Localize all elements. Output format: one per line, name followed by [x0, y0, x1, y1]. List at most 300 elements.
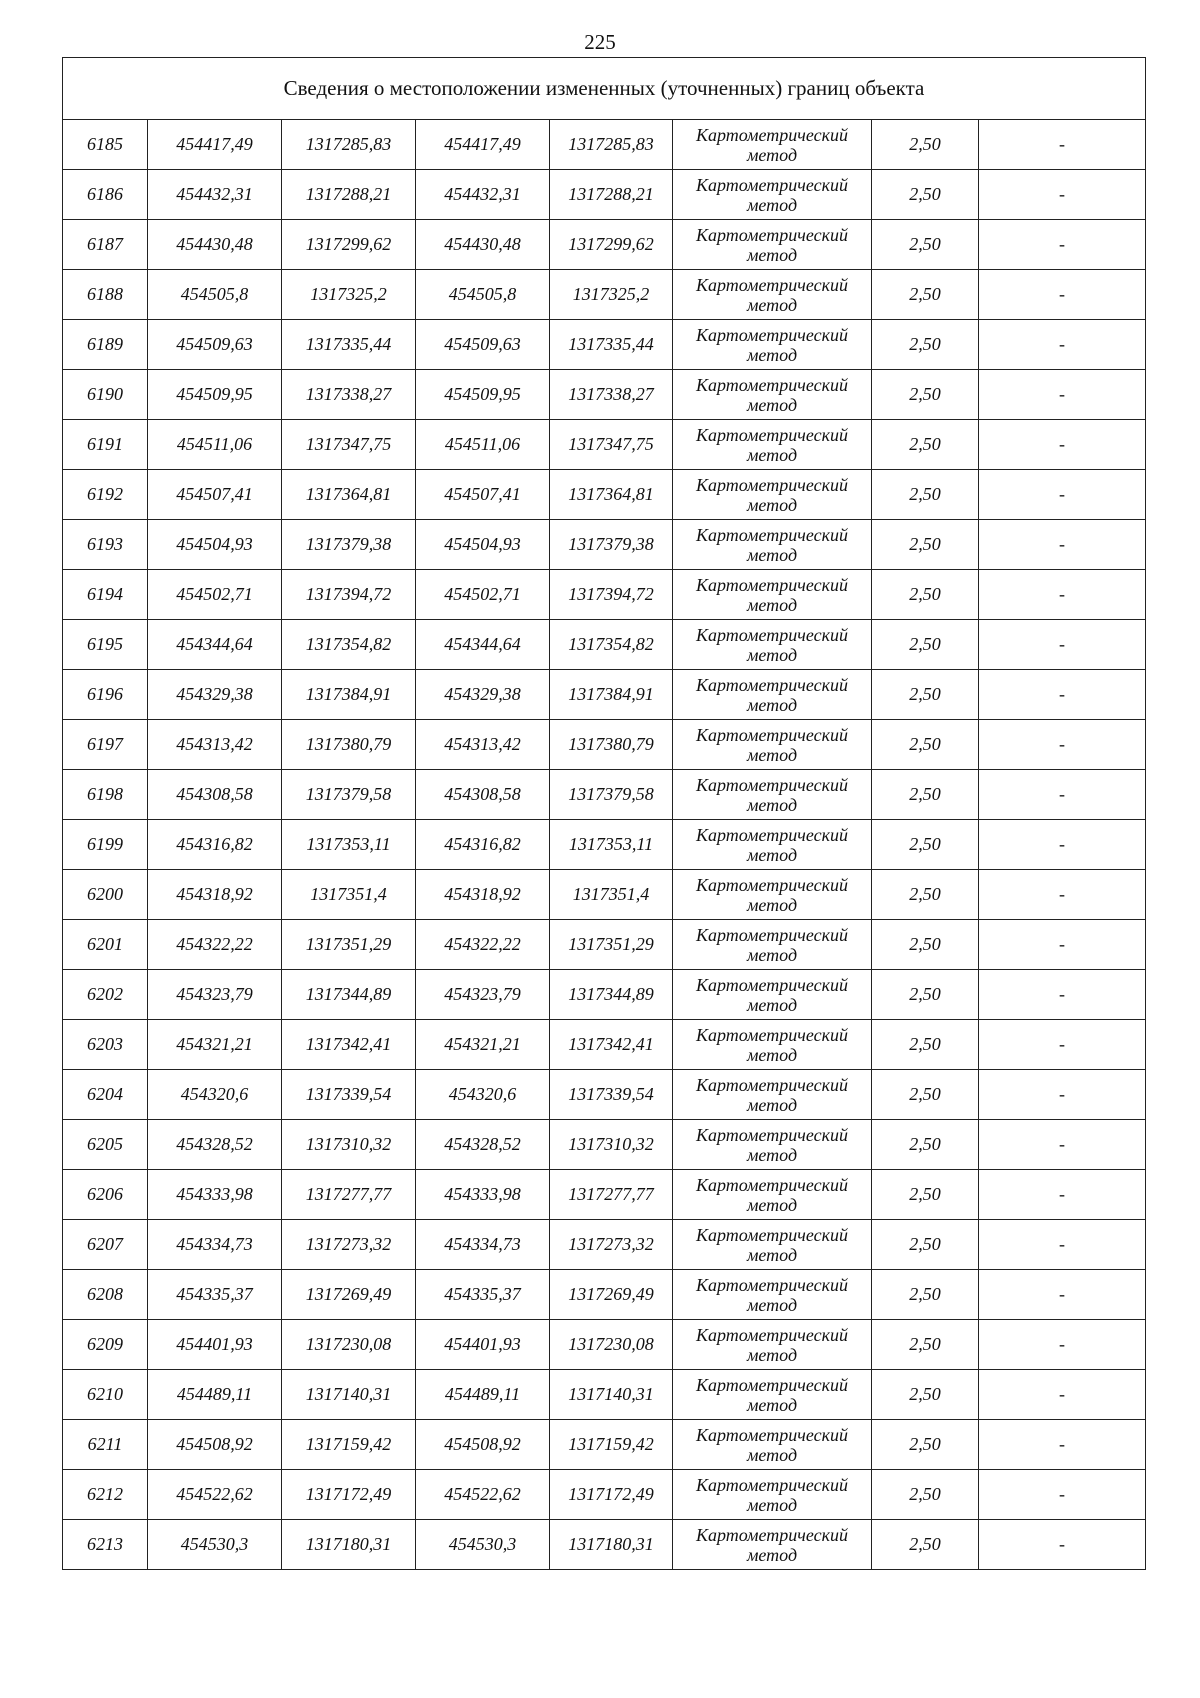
- method-line-1: Картометрический: [695, 774, 848, 795]
- method-cell: [673, 1370, 872, 1420]
- note-cell: -: [979, 470, 1146, 520]
- existing-x-cell: 454417,49: [148, 120, 282, 170]
- method-cell: [673, 320, 872, 370]
- table-row: [63, 1170, 1146, 1220]
- point-number-cell: 6212: [63, 1470, 148, 1520]
- existing-x-cell: 454334,73: [148, 1220, 282, 1270]
- method-line-2: метод: [746, 394, 798, 415]
- existing-x-cell: 454507,41: [148, 470, 282, 520]
- table-row: [63, 420, 1146, 470]
- existing-x-cell: 454322,22: [148, 920, 282, 970]
- method-line-1: Картометрический: [695, 324, 848, 345]
- existing-y-cell: 1317354,82: [282, 620, 416, 670]
- method-line-2: метод: [746, 444, 798, 465]
- existing-y-cell: 1317351,29: [282, 920, 416, 970]
- precision-cell: 2,50: [872, 320, 979, 370]
- refined-y-cell: 1317285,83: [550, 120, 673, 170]
- point-number-cell: 6190: [63, 370, 148, 420]
- precision-cell: 2,50: [872, 1070, 979, 1120]
- note-cell: -: [979, 970, 1146, 1020]
- refined-y-cell: 1317180,31: [550, 1520, 673, 1570]
- table-row: [63, 1070, 1146, 1120]
- method-line-2: метод: [746, 1144, 798, 1165]
- method-line-1: Картометрический: [695, 1074, 848, 1095]
- precision-cell: 2,50: [872, 1220, 979, 1270]
- existing-y-cell: 1317140,31: [282, 1370, 416, 1420]
- refined-x-cell: 454522,62: [416, 1470, 550, 1520]
- method-line-1: Картометрический: [695, 474, 848, 495]
- method-cell: [673, 1320, 872, 1370]
- existing-x-cell: 454329,38: [148, 670, 282, 720]
- refined-x-cell: 454322,22: [416, 920, 550, 970]
- point-number-cell: 6205: [63, 1120, 148, 1170]
- refined-y-cell: 1317299,62: [550, 220, 673, 270]
- note-cell: -: [979, 1520, 1146, 1570]
- method-line-1: Картометрический: [695, 674, 848, 695]
- table-row: [63, 1520, 1146, 1570]
- refined-x-cell: 454328,52: [416, 1120, 550, 1170]
- point-number-cell: 6199: [63, 820, 148, 870]
- method-line-2: метод: [746, 144, 798, 165]
- existing-y-cell: 1317172,49: [282, 1470, 416, 1520]
- refined-y-cell: 1317379,58: [550, 770, 673, 820]
- refined-x-cell: 454530,3: [416, 1520, 550, 1570]
- existing-y-cell: 1317394,72: [282, 570, 416, 620]
- precision-cell: 2,50: [872, 720, 979, 770]
- existing-x-cell: 454504,93: [148, 520, 282, 570]
- precision-cell: 2,50: [872, 1020, 979, 1070]
- refined-x-cell: 454432,31: [416, 170, 550, 220]
- table-row: [63, 370, 1146, 420]
- method-cell: [673, 1270, 872, 1320]
- method-line-1: Картометрический: [695, 1124, 848, 1145]
- refined-y-cell: 1317269,49: [550, 1270, 673, 1320]
- method-cell: [673, 1220, 872, 1270]
- coordinates-table: [62, 57, 1146, 1570]
- note-cell: -: [979, 220, 1146, 270]
- note-cell: -: [979, 270, 1146, 320]
- refined-y-cell: 1317379,38: [550, 520, 673, 570]
- method-cell: [673, 770, 872, 820]
- existing-x-cell: 454335,37: [148, 1270, 282, 1320]
- method-cell: [673, 1420, 872, 1470]
- existing-y-cell: 1317269,49: [282, 1270, 416, 1320]
- refined-x-cell: 454505,8: [416, 270, 550, 320]
- refined-y-cell: 1317172,49: [550, 1470, 673, 1520]
- refined-x-cell: 454508,92: [416, 1420, 550, 1470]
- precision-cell: 2,50: [872, 970, 979, 1020]
- refined-x-cell: 454509,63: [416, 320, 550, 370]
- method-line-1: Картометрический: [695, 574, 848, 595]
- point-number-cell: 6198: [63, 770, 148, 820]
- method-cell: [673, 570, 872, 620]
- method-line-2: метод: [746, 1294, 798, 1315]
- method-line-1: Картометрический: [695, 824, 848, 845]
- refined-y-cell: 1317351,29: [550, 920, 673, 970]
- existing-x-cell: 454313,42: [148, 720, 282, 770]
- precision-cell: 2,50: [872, 1470, 979, 1520]
- existing-y-cell: 1317351,4: [282, 870, 416, 920]
- method-line-1: Картометрический: [695, 1424, 848, 1445]
- refined-x-cell: 454333,98: [416, 1170, 550, 1220]
- refined-y-cell: 1317140,31: [550, 1370, 673, 1420]
- refined-x-cell: 454417,49: [416, 120, 550, 170]
- point-number-cell: 6192: [63, 470, 148, 520]
- method-line-2: метод: [746, 1444, 798, 1465]
- method-line-2: метод: [746, 344, 798, 365]
- method-line-2: метод: [746, 594, 798, 615]
- existing-y-cell: 1317325,2: [282, 270, 416, 320]
- note-cell: -: [979, 1470, 1146, 1520]
- method-line-1: Картометрический: [695, 974, 848, 995]
- method-line-2: метод: [746, 894, 798, 915]
- method-line-1: Картометрический: [695, 224, 848, 245]
- method-line-2: метод: [746, 1394, 798, 1415]
- method-cell: [673, 1520, 872, 1570]
- precision-cell: 2,50: [872, 1320, 979, 1370]
- existing-y-cell: 1317310,32: [282, 1120, 416, 1170]
- precision-cell: 2,50: [872, 370, 979, 420]
- note-cell: -: [979, 170, 1146, 220]
- note-cell: -: [979, 1070, 1146, 1120]
- existing-x-cell: 454333,98: [148, 1170, 282, 1220]
- refined-y-cell: 1317325,2: [550, 270, 673, 320]
- point-number-cell: 6210: [63, 1370, 148, 1420]
- refined-x-cell: 454318,92: [416, 870, 550, 920]
- refined-y-cell: 1317354,82: [550, 620, 673, 670]
- note-cell: -: [979, 1420, 1146, 1470]
- refined-y-cell: 1317335,44: [550, 320, 673, 370]
- method-line-2: метод: [746, 544, 798, 565]
- table-row: [63, 870, 1146, 920]
- method-cell: [673, 470, 872, 520]
- existing-y-cell: 1317342,41: [282, 1020, 416, 1070]
- point-number-cell: 6202: [63, 970, 148, 1020]
- method-cell: [673, 820, 872, 870]
- table-row: [63, 570, 1146, 620]
- refined-y-cell: 1317344,89: [550, 970, 673, 1020]
- existing-y-cell: 1317344,89: [282, 970, 416, 1020]
- table-row: [63, 1470, 1146, 1520]
- refined-y-cell: 1317347,75: [550, 420, 673, 470]
- method-line-1: Картометрический: [695, 1374, 848, 1395]
- precision-cell: 2,50: [872, 170, 979, 220]
- refined-x-cell: 454511,06: [416, 420, 550, 470]
- refined-y-cell: 1317230,08: [550, 1320, 673, 1370]
- point-number-cell: 6186: [63, 170, 148, 220]
- existing-x-cell: 454508,92: [148, 1420, 282, 1470]
- refined-x-cell: 454320,6: [416, 1070, 550, 1120]
- precision-cell: 2,50: [872, 620, 979, 670]
- note-cell: -: [979, 920, 1146, 970]
- refined-x-cell: 454504,93: [416, 520, 550, 570]
- method-cell: [673, 370, 872, 420]
- method-line-2: метод: [746, 844, 798, 865]
- method-line-2: метод: [746, 744, 798, 765]
- refined-x-cell: 454344,64: [416, 620, 550, 670]
- note-cell: -: [979, 1370, 1146, 1420]
- existing-y-cell: 1317379,58: [282, 770, 416, 820]
- precision-cell: 2,50: [872, 570, 979, 620]
- precision-cell: 2,50: [872, 770, 979, 820]
- method-cell: [673, 170, 872, 220]
- refined-x-cell: 454313,42: [416, 720, 550, 770]
- note-cell: -: [979, 770, 1146, 820]
- precision-cell: 2,50: [872, 1170, 979, 1220]
- refined-y-cell: 1317364,81: [550, 470, 673, 520]
- note-cell: -: [979, 1020, 1146, 1070]
- point-number-cell: 6185: [63, 120, 148, 170]
- point-number-cell: 6193: [63, 520, 148, 570]
- precision-cell: 2,50: [872, 220, 979, 270]
- table-row: [63, 1020, 1146, 1070]
- table-row: [63, 620, 1146, 670]
- point-number-cell: 6201: [63, 920, 148, 970]
- refined-y-cell: 1317353,11: [550, 820, 673, 870]
- existing-y-cell: 1317364,81: [282, 470, 416, 520]
- table-row: [63, 920, 1146, 970]
- method-line-2: метод: [746, 294, 798, 315]
- method-line-2: метод: [746, 994, 798, 1015]
- table-row: [63, 1370, 1146, 1420]
- existing-x-cell: 454323,79: [148, 970, 282, 1020]
- existing-x-cell: 454316,82: [148, 820, 282, 870]
- refined-x-cell: 454334,73: [416, 1220, 550, 1270]
- precision-cell: 2,50: [872, 1270, 979, 1320]
- refined-x-cell: 454509,95: [416, 370, 550, 420]
- refined-y-cell: 1317339,54: [550, 1070, 673, 1120]
- existing-y-cell: 1317288,21: [282, 170, 416, 220]
- precision-cell: 2,50: [872, 1370, 979, 1420]
- method-line-1: Картометрический: [695, 724, 848, 745]
- point-number-cell: 6213: [63, 1520, 148, 1570]
- existing-y-cell: 1317384,91: [282, 670, 416, 720]
- existing-x-cell: 454505,8: [148, 270, 282, 320]
- note-cell: -: [979, 370, 1146, 420]
- existing-x-cell: 454509,95: [148, 370, 282, 420]
- method-line-2: метод: [746, 644, 798, 665]
- method-line-2: метод: [746, 1244, 798, 1265]
- existing-y-cell: 1317180,31: [282, 1520, 416, 1570]
- method-line-1: Картометрический: [695, 874, 848, 895]
- point-number-cell: 6209: [63, 1320, 148, 1370]
- existing-x-cell: 454318,92: [148, 870, 282, 920]
- existing-y-cell: 1317285,83: [282, 120, 416, 170]
- page-number: 225: [584, 30, 616, 54]
- existing-x-cell: 454522,62: [148, 1470, 282, 1520]
- method-line-1: Картометрический: [695, 924, 848, 945]
- table-title-row: [63, 58, 1146, 120]
- precision-cell: 2,50: [872, 1420, 979, 1470]
- existing-y-cell: 1317347,75: [282, 420, 416, 470]
- method-line-1: Картометрический: [695, 1324, 848, 1345]
- existing-x-cell: 454530,3: [148, 1520, 282, 1570]
- table-row: [63, 770, 1146, 820]
- table-row: [63, 1420, 1146, 1470]
- refined-x-cell: 454308,58: [416, 770, 550, 820]
- precision-cell: 2,50: [872, 420, 979, 470]
- table-row: [63, 1220, 1146, 1270]
- table-row: [63, 970, 1146, 1020]
- refined-y-cell: 1317159,42: [550, 1420, 673, 1470]
- table-row: [63, 220, 1146, 270]
- precision-cell: 2,50: [872, 920, 979, 970]
- refined-x-cell: 454502,71: [416, 570, 550, 620]
- note-cell: -: [979, 1320, 1146, 1370]
- refined-x-cell: 454316,82: [416, 820, 550, 870]
- precision-cell: 2,50: [872, 1120, 979, 1170]
- point-number-cell: 6207: [63, 1220, 148, 1270]
- note-cell: -: [979, 520, 1146, 570]
- existing-y-cell: 1317335,44: [282, 320, 416, 370]
- method-line-2: метод: [746, 794, 798, 815]
- method-cell: [673, 220, 872, 270]
- note-cell: -: [979, 120, 1146, 170]
- refined-x-cell: 454489,11: [416, 1370, 550, 1420]
- method-cell: [673, 670, 872, 720]
- precision-cell: 2,50: [872, 670, 979, 720]
- existing-x-cell: 454344,64: [148, 620, 282, 670]
- precision-cell: 2,50: [872, 470, 979, 520]
- method-cell: [673, 720, 872, 770]
- method-cell: [673, 970, 872, 1020]
- point-number-cell: 6200: [63, 870, 148, 920]
- method-line-1: Картометрический: [695, 274, 848, 295]
- refined-x-cell: 454335,37: [416, 1270, 550, 1320]
- method-cell: [673, 520, 872, 570]
- existing-y-cell: 1317299,62: [282, 220, 416, 270]
- table-title: Сведения о местоположении измененных (уточненных) границ объекта: [63, 58, 1146, 120]
- method-line-2: метод: [746, 1544, 798, 1565]
- table-row: [63, 520, 1146, 570]
- refined-y-cell: 1317277,77: [550, 1170, 673, 1220]
- existing-x-cell: 454511,06: [148, 420, 282, 470]
- method-line-1: Картометрический: [695, 1024, 848, 1045]
- method-cell: [673, 1170, 872, 1220]
- table-row: [63, 270, 1146, 320]
- method-cell: [673, 920, 872, 970]
- point-number-cell: 6206: [63, 1170, 148, 1220]
- existing-x-cell: 454430,48: [148, 220, 282, 270]
- note-cell: -: [979, 320, 1146, 370]
- refined-y-cell: 1317380,79: [550, 720, 673, 770]
- point-number-cell: 6208: [63, 1270, 148, 1320]
- refined-y-cell: 1317310,32: [550, 1120, 673, 1170]
- precision-cell: 2,50: [872, 520, 979, 570]
- refined-y-cell: 1317288,21: [550, 170, 673, 220]
- refined-x-cell: 454507,41: [416, 470, 550, 520]
- method-line-1: Картометрический: [695, 374, 848, 395]
- point-number-cell: 6187: [63, 220, 148, 270]
- table-row: [63, 720, 1146, 770]
- method-line-2: метод: [746, 1344, 798, 1365]
- note-cell: -: [979, 1170, 1146, 1220]
- method-cell: [673, 1070, 872, 1120]
- refined-x-cell: 454329,38: [416, 670, 550, 720]
- method-line-1: Картометрический: [695, 124, 848, 145]
- method-line-1: Картометрический: [695, 1524, 848, 1545]
- note-cell: -: [979, 570, 1146, 620]
- point-number-cell: 6196: [63, 670, 148, 720]
- existing-y-cell: 1317338,27: [282, 370, 416, 420]
- point-number-cell: 6189: [63, 320, 148, 370]
- refined-y-cell: 1317342,41: [550, 1020, 673, 1070]
- note-cell: -: [979, 1120, 1146, 1170]
- table-row: [63, 820, 1146, 870]
- table-row: [63, 120, 1146, 170]
- method-cell: [673, 620, 872, 670]
- method-cell: [673, 270, 872, 320]
- method-line-1: Картометрический: [695, 1174, 848, 1195]
- precision-cell: 2,50: [872, 1520, 979, 1570]
- table-row: [63, 670, 1146, 720]
- existing-y-cell: 1317159,42: [282, 1420, 416, 1470]
- method-line-1: Картометрический: [695, 174, 848, 195]
- point-number-cell: 6197: [63, 720, 148, 770]
- method-line-1: Картометрический: [695, 1474, 848, 1495]
- existing-y-cell: 1317277,77: [282, 1170, 416, 1220]
- existing-y-cell: 1317273,32: [282, 1220, 416, 1270]
- point-number-cell: 6194: [63, 570, 148, 620]
- precision-cell: 2,50: [872, 870, 979, 920]
- refined-y-cell: 1317351,4: [550, 870, 673, 920]
- existing-y-cell: 1317339,54: [282, 1070, 416, 1120]
- method-line-2: метод: [746, 1044, 798, 1065]
- existing-x-cell: 454509,63: [148, 320, 282, 370]
- refined-x-cell: 454323,79: [416, 970, 550, 1020]
- table-row: [63, 1120, 1146, 1170]
- note-cell: -: [979, 420, 1146, 470]
- method-line-2: метод: [746, 1094, 798, 1115]
- point-number-cell: 6204: [63, 1070, 148, 1120]
- method-cell: [673, 420, 872, 470]
- point-number-cell: 6195: [63, 620, 148, 670]
- existing-y-cell: 1317380,79: [282, 720, 416, 770]
- method-cell: [673, 120, 872, 170]
- method-line-1: Картометрический: [695, 524, 848, 545]
- refined-y-cell: 1317273,32: [550, 1220, 673, 1270]
- precision-cell: 2,50: [872, 120, 979, 170]
- existing-x-cell: 454308,58: [148, 770, 282, 820]
- method-line-2: метод: [746, 944, 798, 965]
- note-cell: -: [979, 720, 1146, 770]
- refined-y-cell: 1317338,27: [550, 370, 673, 420]
- refined-y-cell: 1317394,72: [550, 570, 673, 620]
- existing-y-cell: 1317230,08: [282, 1320, 416, 1370]
- existing-y-cell: 1317353,11: [282, 820, 416, 870]
- method-cell: [673, 1020, 872, 1070]
- existing-x-cell: 454328,52: [148, 1120, 282, 1170]
- method-line-1: Картометрический: [695, 424, 848, 445]
- method-line-1: Картометрический: [695, 624, 848, 645]
- refined-x-cell: 454430,48: [416, 220, 550, 270]
- existing-x-cell: 454489,11: [148, 1370, 282, 1420]
- table-row: [63, 470, 1146, 520]
- method-cell: [673, 1120, 872, 1170]
- refined-x-cell: 454401,93: [416, 1320, 550, 1370]
- method-line-2: метод: [746, 194, 798, 215]
- existing-x-cell: 454432,31: [148, 170, 282, 220]
- note-cell: -: [979, 1220, 1146, 1270]
- note-cell: -: [979, 870, 1146, 920]
- point-number-cell: 6211: [63, 1420, 148, 1470]
- point-number-cell: 6188: [63, 270, 148, 320]
- existing-x-cell: 454321,21: [148, 1020, 282, 1070]
- existing-x-cell: 454502,71: [148, 570, 282, 620]
- method-cell: [673, 1470, 872, 1520]
- method-line-2: метод: [746, 494, 798, 515]
- method-line-1: Картометрический: [695, 1274, 848, 1295]
